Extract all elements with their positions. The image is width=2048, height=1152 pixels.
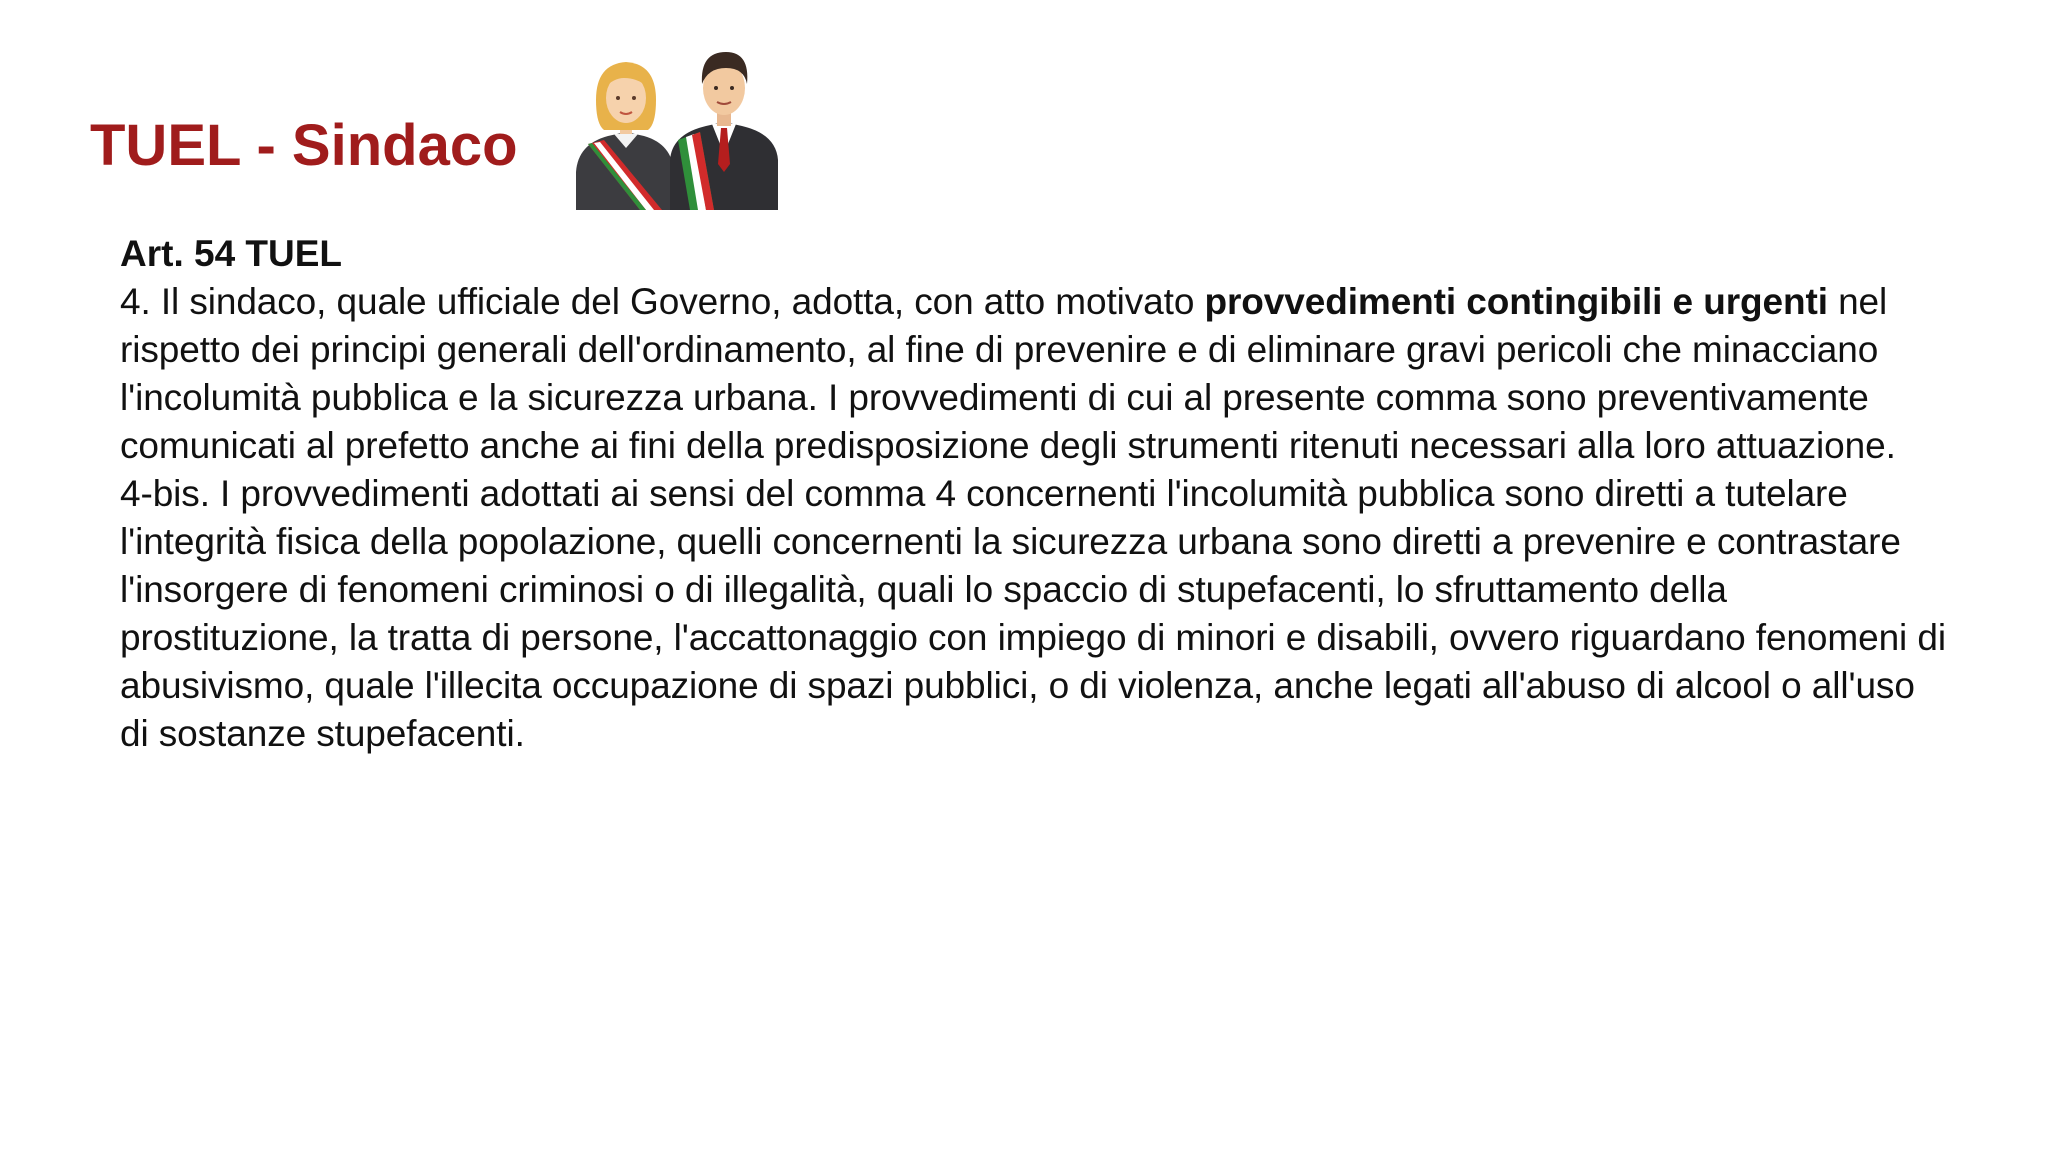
paragraph-comma-4-bis: 4-bis. I provvedimenti adottati ai sensi del comma 4 concernenti l'incolumità pubblica sono diretti a tutelare l'integrità fisica della popolazione, quelli concernenti la sicurezza urbana sono diretti a prevenire e contrastare l'insorgere di fenomeni criminosi o di illegalità, quali lo spaccio di stupefacenti, lo sfruttamento della prostituzione, la tratta di persone, l'accattonaggio con impiego di minori e disabili, ovvero riguardano fenomeni di abusivismo, quale l'illecita occupazione di spazi pubblici, o di violenza, anche legati all'abuso di alcool o all'uso di sostanze stupefacenti. xyxy=(120,473,1946,754)
article-body xyxy=(120,230,1950,758)
paragraph-4-text-start: 4. Il sindaco, quale ufficiale del Governo, adotta, con atto motivato xyxy=(120,281,1205,322)
paragraph-4-bold-text: provvedimenti contingibili e urgenti xyxy=(1204,281,1828,322)
paragraph-comma-4 xyxy=(120,278,1950,470)
article-heading: Art. 54 TUEL xyxy=(120,233,343,274)
paragraph-4-text-end: nel rispetto dei principi generali dell'ordinamento, al fine di prevenire e di eliminare gravi pericoli che minacciano l'incolumità pubblica e la sicurezza urbana. I provvedimenti di cui al presente comma sono preventivamente comunicati al prefetto anche ai fini della predisposizione degli strumenti ritenuti necessari alla loro attuazione. xyxy=(120,281,1896,466)
page-title: TUEL - Sindaco xyxy=(90,113,518,178)
mayors-illustration-icon xyxy=(574,44,810,210)
man-mayor-icon xyxy=(670,52,778,210)
woman-mayor-icon xyxy=(576,62,674,210)
